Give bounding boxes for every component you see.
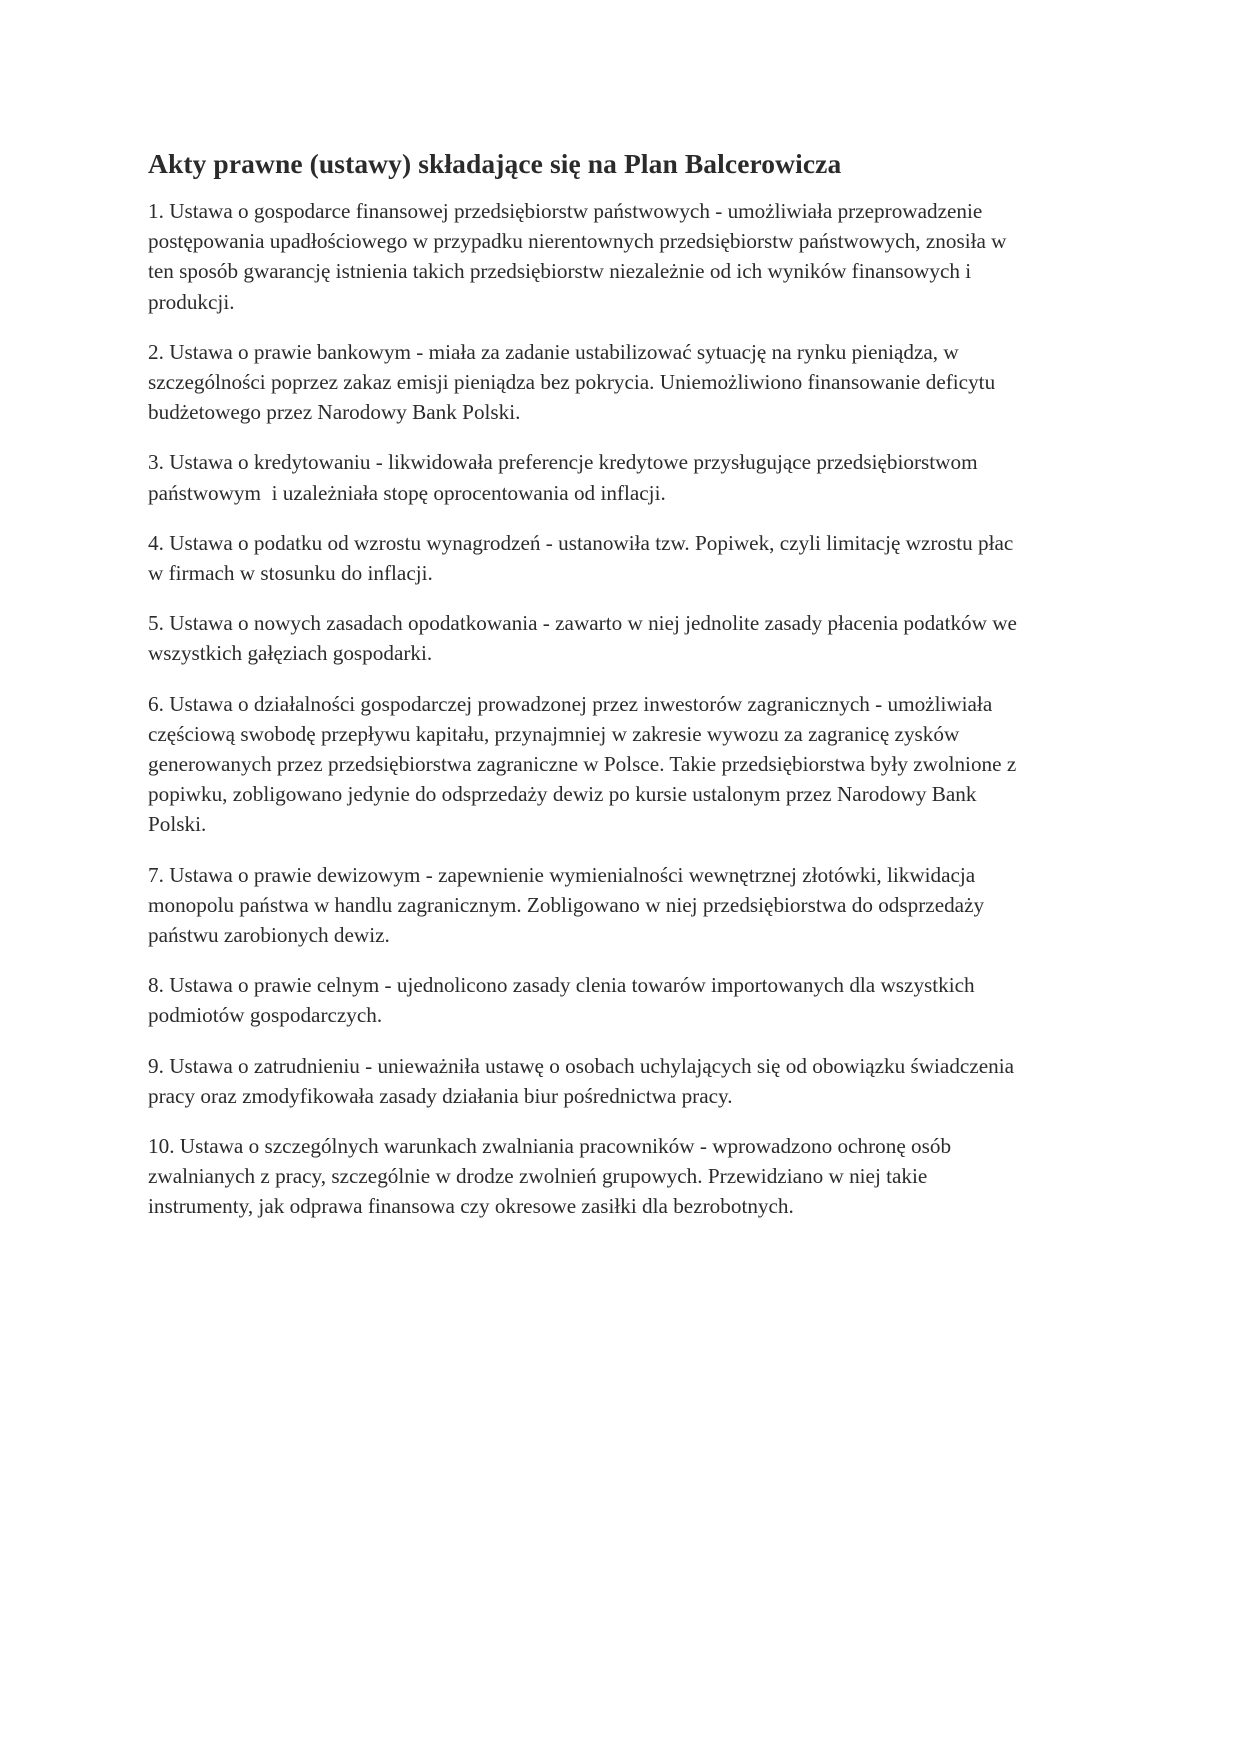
paragraph-6	[148, 689, 1093, 840]
document-title: Akty prawne (ustawy) składające się na Plan Balcerowicza	[148, 148, 842, 179]
paragraph-line: wszystkich gałęziach gospodarki.	[148, 641, 433, 666]
paragraph-line: produkcji.	[148, 289, 235, 314]
paragraph-line: instrumenty, jak odprawa finansowa czy okresowe zasiłki dla bezrobotnych.	[148, 1194, 794, 1219]
paragraph-line: monopolu państwa w handlu zagranicznym. Zobligowano w niej przedsiębiorstwa do odsprzedaży	[148, 892, 985, 917]
paragraph-line: ten sposób gwarancję istnienia takich przedsiębiorstw niezależnie od ich wyników finansowych i	[148, 259, 972, 284]
paragraph-line: pracy oraz zmodyfikowała zasady działania biur pośrednictwa pracy.	[148, 1083, 733, 1108]
paragraph-line: szczególności poprzez zakaz emisji pieniądza bez pokrycia. Uniemożliwiono finansowanie deficytu	[148, 370, 996, 395]
paragraph-line: państwu zarobionych dewiz.	[148, 923, 390, 948]
paragraph-line: państwowym i uzależniała stopę oprocentowania od inflacji.	[148, 480, 666, 505]
paragraph-10	[148, 1131, 1093, 1222]
paragraph-line: 3. Ustawa o kredytowaniu - likwidowała preferencje kredytowe przysługujące przedsiębiorstwom	[148, 450, 978, 475]
paragraph-line: 2. Ustawa o prawie bankowym - miała za zadanie ustabilizować sytuację na rynku pieniądza, w	[148, 339, 959, 364]
paragraph-5	[148, 608, 1093, 668]
paragraph-1	[148, 196, 1093, 317]
paragraph-line: 6. Ustawa o działalności gospodarczej prowadzonej przez inwestorów zagranicznych - umożliwiała	[148, 691, 993, 716]
paragraph-line: częściową swobodę przepływu kapitału, przynajmniej w zakresie wywozu za zagranicę zysków	[148, 721, 960, 746]
paragraph-line: 7. Ustawa o prawie dewizowym - zapewnienie wymienialności wewnętrznej złotówki, likwidacja	[148, 862, 976, 887]
paragraph-line: zwalnianych z pracy, szczególnie w drodze zwolnień grupowych. Przewidziano w niej takie	[148, 1164, 928, 1189]
paragraph-7	[148, 860, 1093, 951]
paragraph-3	[148, 447, 1093, 507]
paragraph-line: 9. Ustawa o zatrudnieniu - unieważniła ustawę o osobach uchylających się od obowiązku świadczenia	[148, 1053, 1015, 1078]
paragraph-line: 8. Ustawa o prawie celnym - ujednolicono zasady clenia towarów importowanych dla wszystkich	[148, 973, 975, 998]
paragraph-8	[148, 970, 1093, 1030]
paragraph-line: Polski.	[148, 812, 207, 837]
paragraph-line: popiwku, zobligowano jedynie do odsprzedaży dewiz po kursie ustalonym przez Narodowy Bank	[148, 782, 977, 807]
paragraph-line: budżetowego przez Narodowy Bank Polski.	[148, 400, 521, 425]
paragraph-line: 1. Ustawa o gospodarce finansowej przedsiębiorstw państwowych - umożliwiała przeprowadzenie	[148, 199, 983, 223]
paragraph-line: w firmach w stosunku do inflacji.	[148, 561, 433, 586]
paragraph-line: generowanych przez przedsiębiorstwa zagraniczne w Polsce. Takie przedsiębiorstwa były zwolnione z	[148, 752, 1017, 777]
paragraph-line: podmiotów gospodarczych.	[148, 1003, 383, 1028]
document-body	[148, 146, 1093, 1242]
paragraph-line: postępowania upadłościowego w przypadku nierentownych przedsiębiorstw państwowych, znosiła w	[148, 229, 1007, 254]
paragraph-2	[148, 337, 1093, 428]
paragraph-9	[148, 1051, 1093, 1111]
paragraph-4	[148, 528, 1093, 588]
paragraph-line: 5. Ustawa o nowych zasadach opodatkowania - zawarto w niej jednolite zasady płacenia podatków we	[148, 611, 1017, 636]
paragraph-line: 4. Ustawa o podatku od wzrostu wynagrodzeń - ustanowiła tzw. Popiwek, czyli limitację wzrostu płac	[148, 530, 1014, 555]
paragraph-line: 10. Ustawa o szczególnych warunkach zwalniania pracowników - wprowadzono ochronę osób	[148, 1134, 952, 1159]
